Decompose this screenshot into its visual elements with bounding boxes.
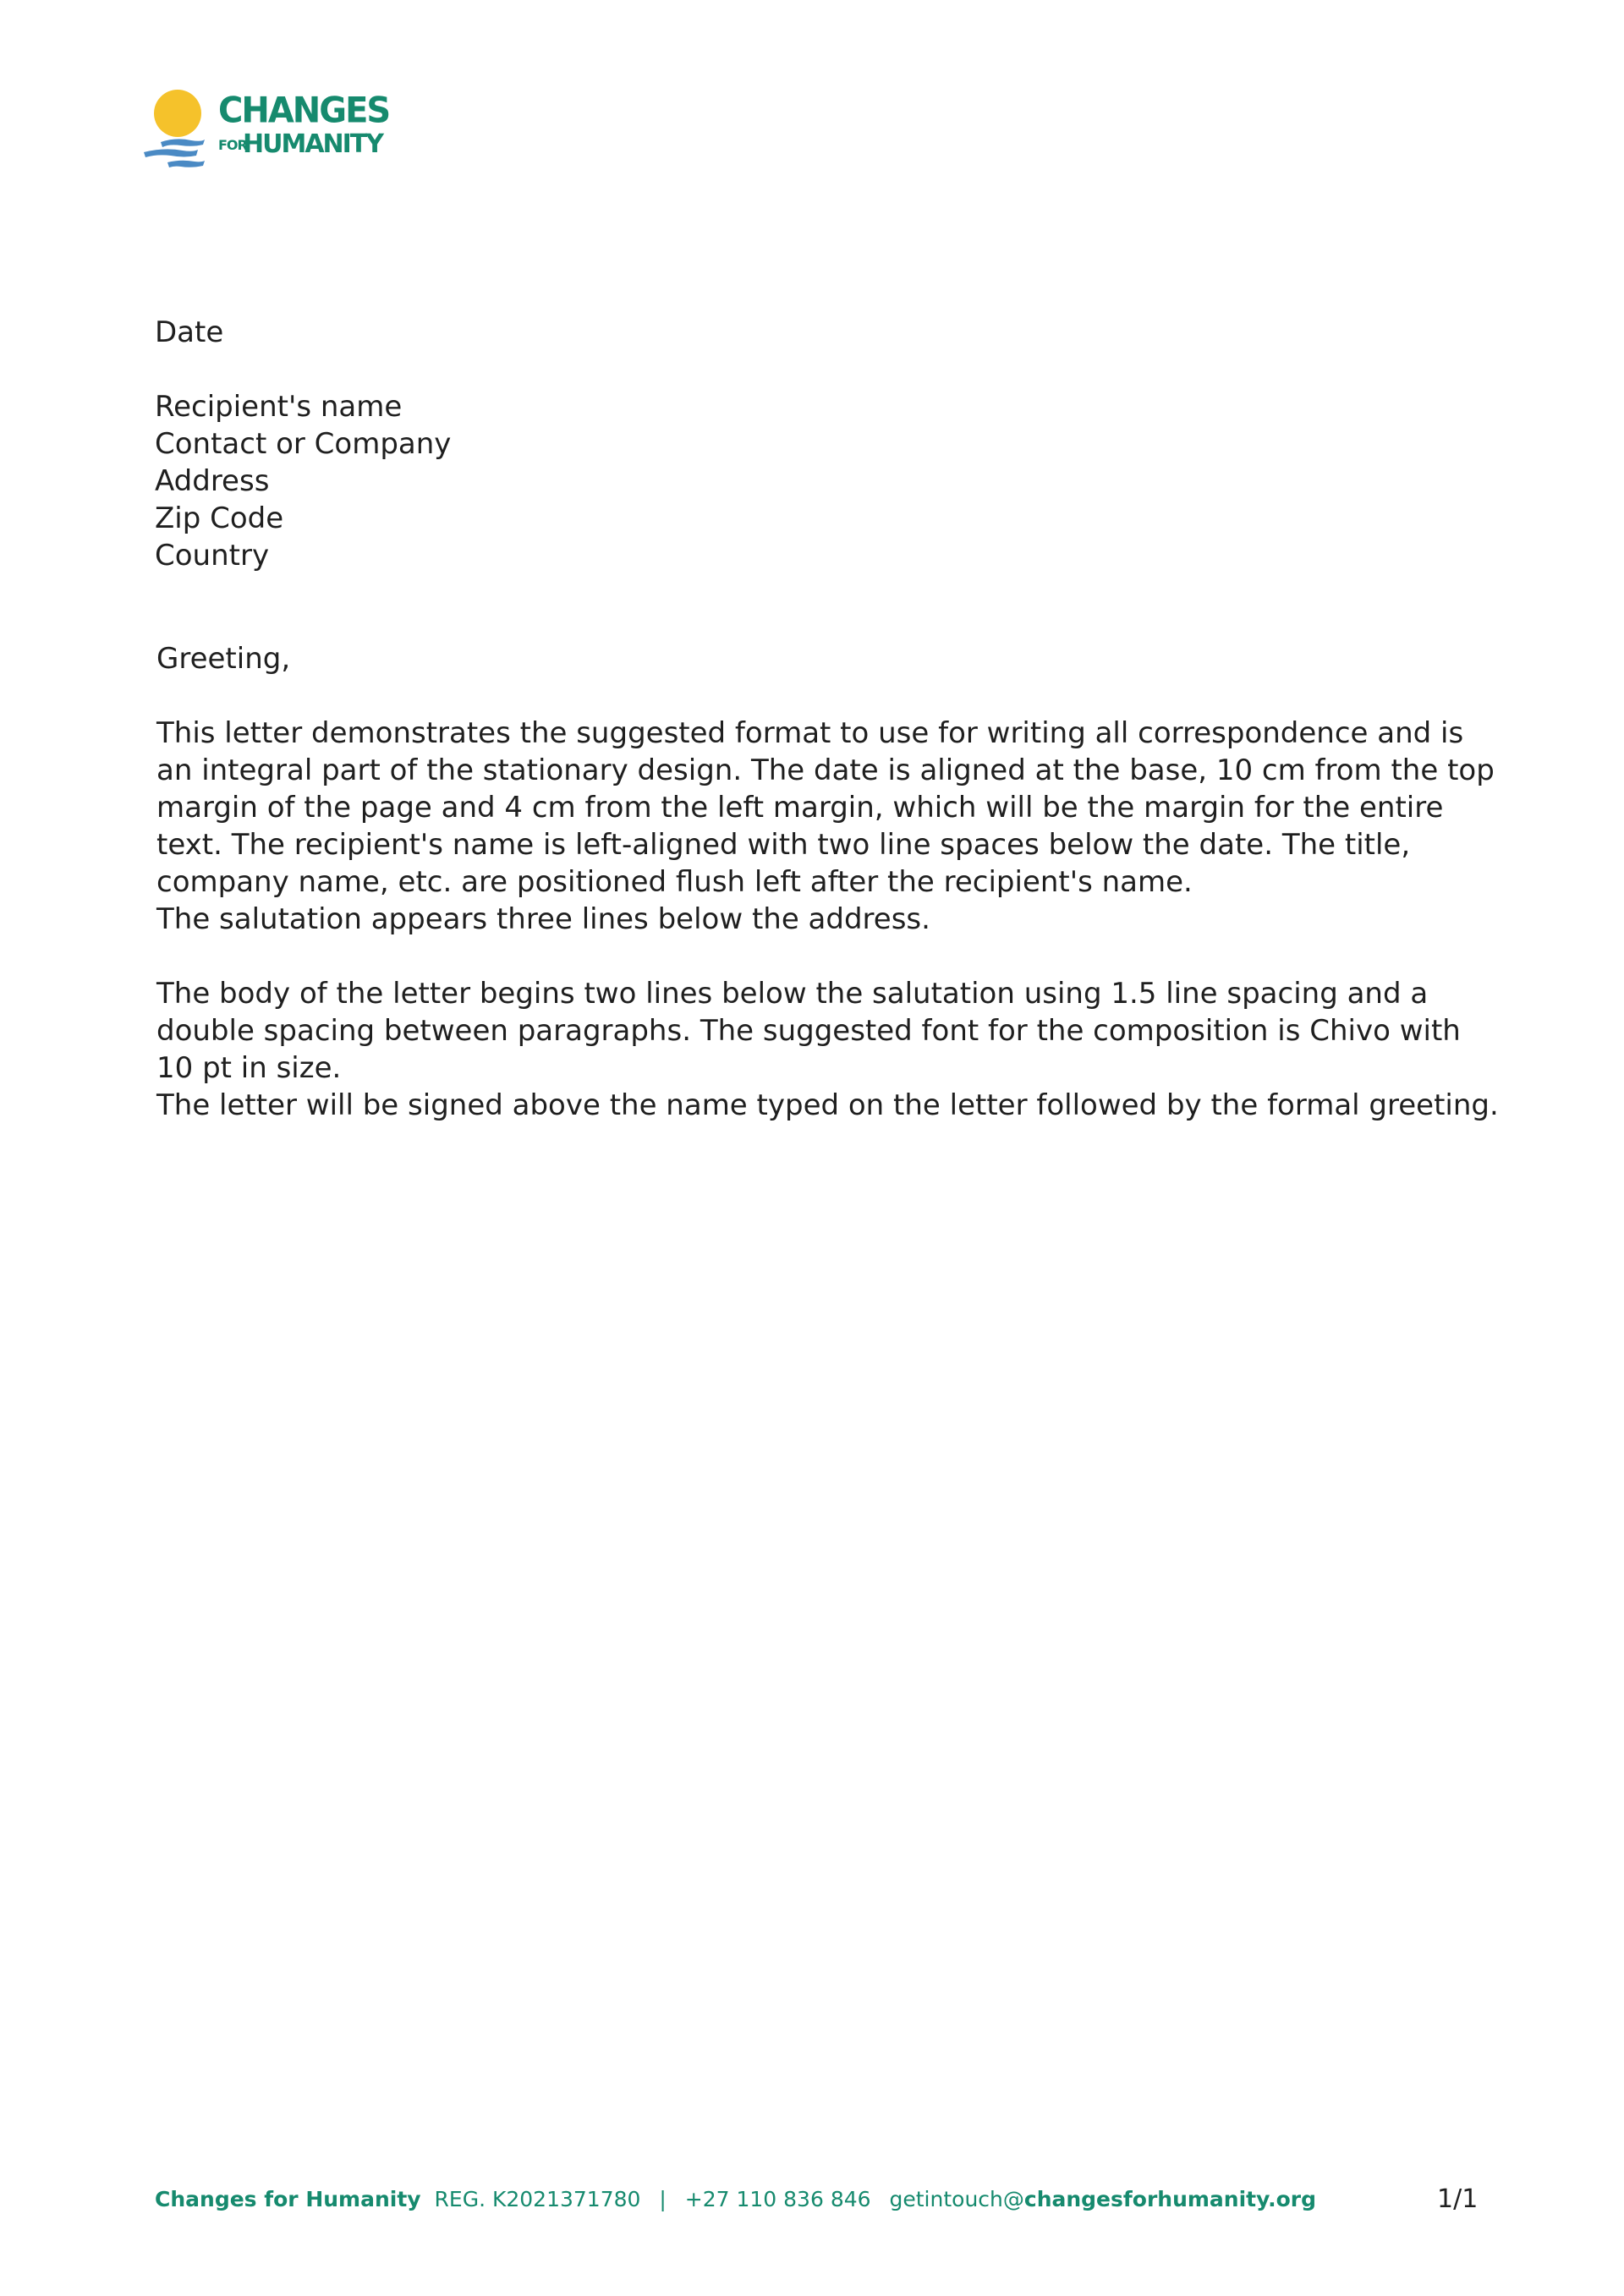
- page-number: 1/1: [1437, 2184, 1479, 2214]
- letter-date: [155, 314, 1491, 351]
- recipient-street-address: Address: [155, 464, 270, 498]
- footer-separator: |: [659, 2187, 667, 2211]
- date-line: Date: [155, 315, 224, 349]
- footer-phone: +27 110 836 846: [684, 2187, 871, 2211]
- letter-greeting: [156, 640, 1493, 677]
- recipient-address: [155, 388, 1491, 574]
- footer-org-name: Changes for Humanity: [155, 2187, 421, 2211]
- recipient-zip-code: Zip Code: [155, 501, 284, 535]
- paragraph-line: This letter demonstrates the suggested format to use for writing all correspondence and is: [156, 716, 1464, 750]
- paragraph-line: text. The recipient's name is left-aligned with two line spaces below the date. The title,: [156, 828, 1411, 862]
- letter-paragraph-1: [156, 715, 1493, 938]
- paragraph-line: margin of the page and 4 cm from the left margin, which will be the margin for the entire: [156, 791, 1444, 825]
- footer-reg-number: REG. K2021371780: [434, 2187, 641, 2211]
- recipient-country: Country: [155, 539, 270, 573]
- logo-text-for: FOR: [218, 137, 247, 153]
- recipient-name: Recipient's name: [155, 390, 403, 424]
- footer-email[interactable]: [890, 2187, 1317, 2211]
- recipient-company: Contact or Company: [155, 427, 452, 461]
- logo-text-humanity: HUMANITY: [243, 129, 382, 159]
- paragraph-line: The salutation appears three lines below the address.: [156, 902, 930, 936]
- logo-text-changes: CHANGES: [218, 90, 390, 132]
- paragraph-line: 10 pt in size.: [156, 1051, 342, 1085]
- greeting-line: Greeting,: [156, 642, 291, 676]
- paragraph-line: an integral part of the stationary design. The date is aligned at the base, 10 cm from the top: [156, 753, 1495, 787]
- footer-email-domain: changesforhumanity.org: [1023, 2187, 1317, 2211]
- letter-paragraph-2: [156, 975, 1499, 1124]
- paragraph-line: company name, etc. are positioned flush left after the recipient's name.: [156, 865, 1193, 899]
- page-footer: [155, 2187, 1316, 2212]
- footer-email-user: getintouch@: [889, 2187, 1024, 2211]
- paragraph-line: The letter will be signed above the name typed on the letter followed by the formal greeting.: [156, 1088, 1499, 1122]
- paragraph-line: The body of the letter begins two lines below the salutation using 1.5 line spacing and a: [156, 977, 1429, 1011]
- sun-water-logo-icon: [142, 88, 220, 169]
- paragraph-line: double spacing between paragraphs. The suggested font for the composition is Chivo with: [156, 1014, 1461, 1048]
- changes-for-humanity-logo: [142, 88, 396, 173]
